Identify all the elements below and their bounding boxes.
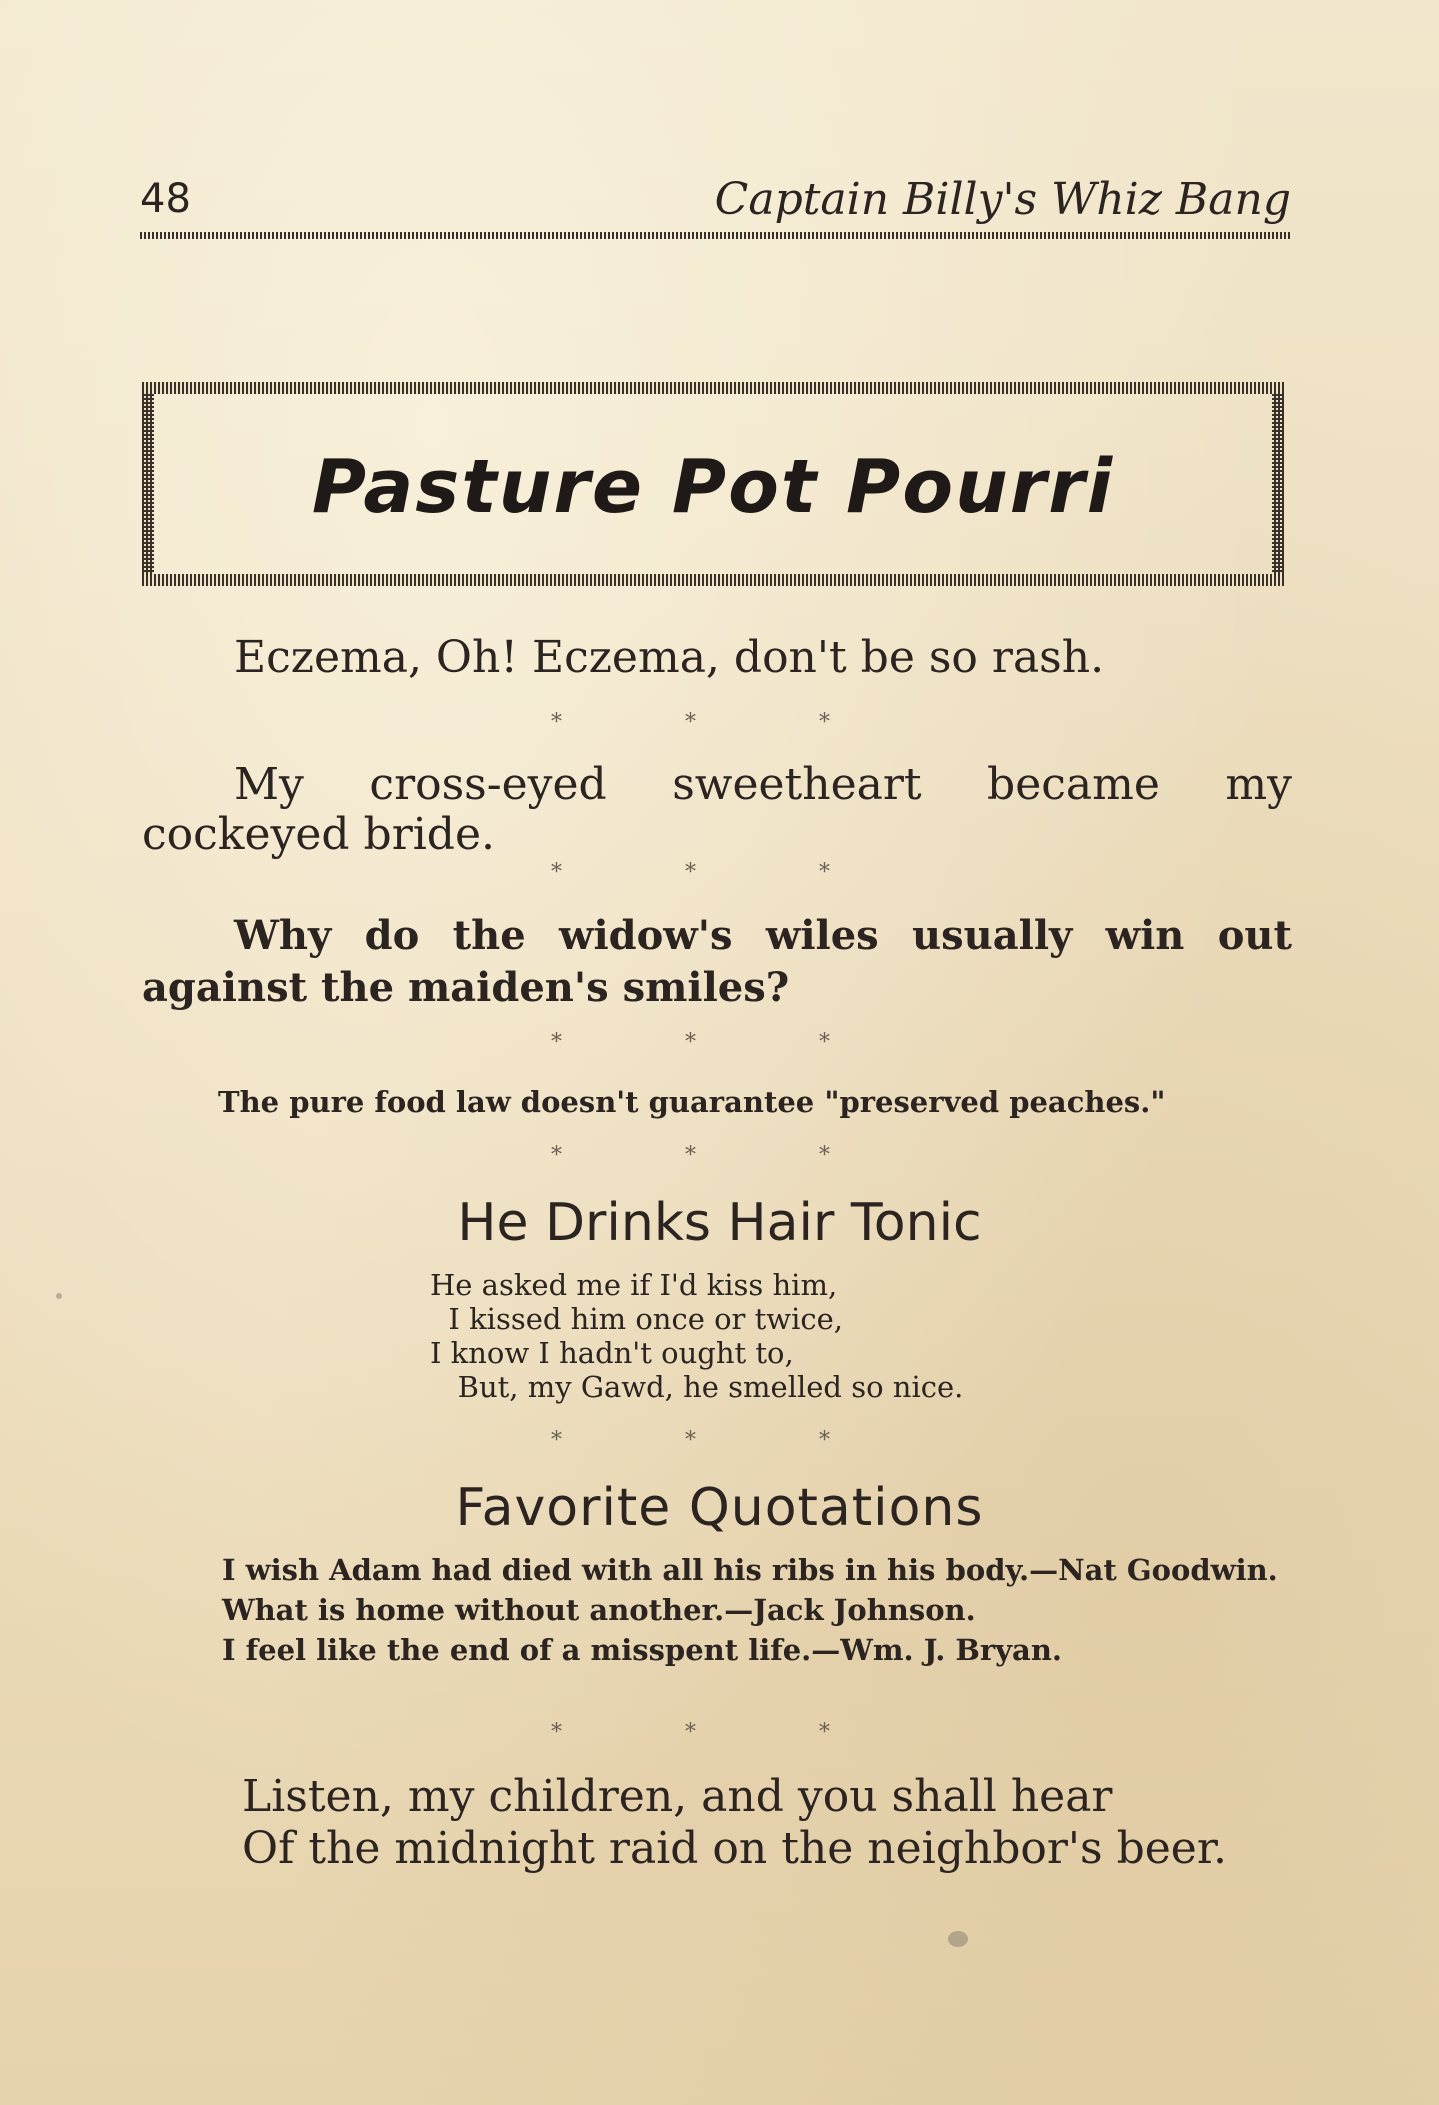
quotation-adam: I wish Adam had died with all his ribs in his body.—Nat Goodwin.: [222, 1553, 1278, 1587]
page-number: 48: [140, 176, 191, 222]
poem-line: I know I hadn't ought to,: [430, 1336, 794, 1370]
quotation-misspent-life: I feel like the end of a misspent life.—Wm. J. Bryan.: [222, 1633, 1062, 1667]
poem-line: He asked me if I'd kiss him,: [430, 1268, 838, 1302]
poem-verse: [430, 1268, 963, 1404]
asterism-divider: * * *: [551, 1030, 888, 1055]
closing-line: Listen, my children, and you shall hear: [242, 1771, 1113, 1822]
closing-line: Of the midnight raid on the neighbor's beer.: [242, 1823, 1228, 1874]
closing-couplet: [242, 1771, 1227, 1875]
section-title-box: [142, 382, 1284, 586]
header-rule: [140, 232, 1290, 239]
paper-speck: [56, 1293, 62, 1299]
joke-widow: Why do the widow's wiles usually win out against the maiden's smiles?: [142, 912, 1292, 1011]
asterism-divider: * * *: [551, 860, 888, 885]
section-title: Pasture Pot Pourri: [311, 444, 1115, 530]
poem-line: But, my Gawd, he smelled so nice.: [430, 1370, 964, 1404]
running-head: Captain Billy's Whiz Bang: [714, 174, 1291, 225]
joke-cross-eyed: My cross-eyed sweetheart became my cockeyed bride.: [142, 759, 1292, 860]
asterism-divider: * * *: [551, 1143, 888, 1168]
quotations-title: Favorite Quotations: [455, 1478, 984, 1538]
poem-line: I kissed him once or twice,: [430, 1302, 844, 1336]
paper-smudge: [948, 1931, 968, 1947]
asterism-divider: * * *: [551, 710, 888, 735]
title-box-right-border: [1272, 394, 1284, 574]
joke-eczema: Eczema, Oh! Eczema, don't be so rash.: [234, 632, 1105, 683]
quotations-list: [150, 1553, 1310, 1667]
title-box-left-border: [142, 394, 154, 574]
asterism-divider: * * *: [551, 1428, 888, 1453]
quotation-home: What is home without another.—Jack Johnson.: [222, 1593, 976, 1627]
asterism-divider: * * *: [551, 1720, 888, 1745]
poem-title: He Drinks Hair Tonic: [457, 1193, 982, 1253]
joke-pure-food-law: The pure food law doesn't guarantee "preserved peaches.": [218, 1085, 1166, 1119]
